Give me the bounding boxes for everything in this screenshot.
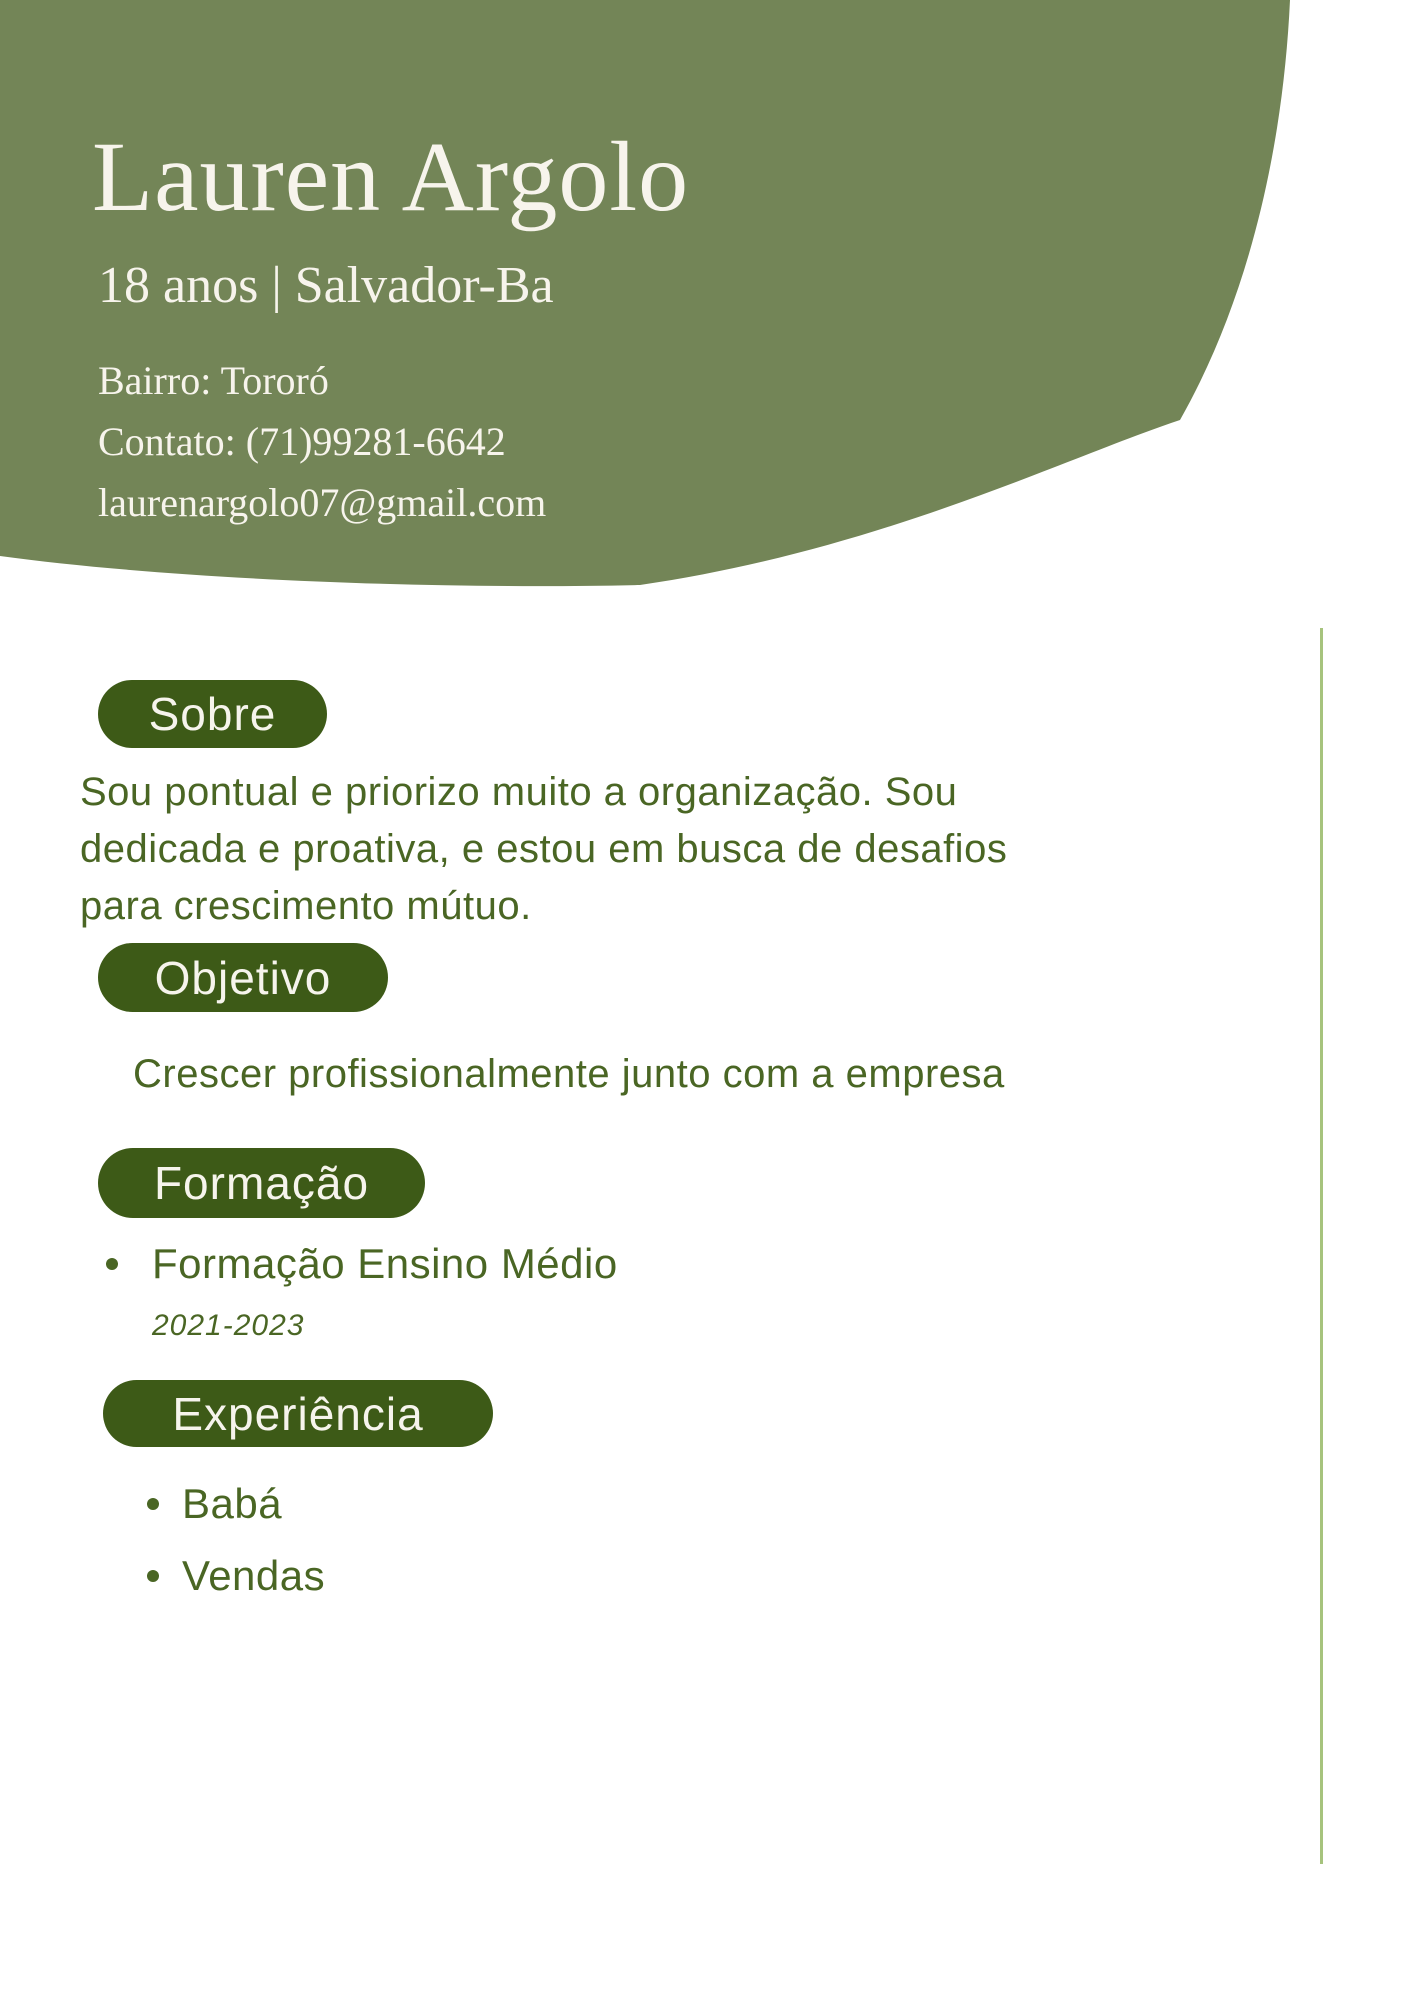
section-badge-sobre-label: Sobre (148, 688, 277, 740)
section-badge-formacao-label: Formação (153, 1157, 370, 1209)
section-badge-experiencia (103, 1380, 493, 1447)
section-badge-experiencia-label: Experiência (172, 1387, 424, 1440)
sobre-paragraph: Sou pontual e priorizo muito a organização. Sou dedicada e proativa, e estou em busca de desafios para crescimento mútuo. (80, 770, 1008, 928)
experiencia-list-item (147, 1552, 325, 1600)
person-name: Lauren Argolo (92, 121, 690, 232)
contact-neighborhood: Bairro: Tororó (98, 358, 329, 403)
contact-phone: Contato: (71)99281-6642 (98, 419, 506, 464)
contact-email: laurenargolo07@gmail.com (98, 480, 547, 525)
formacao-item-title: Formação Ensino Médio (152, 1240, 618, 1287)
section-badge-sobre (98, 680, 327, 748)
bullet-icon (106, 1258, 118, 1270)
section-badge-formacao (98, 1148, 425, 1218)
contact-block (98, 350, 546, 533)
vertical-divider-line (1320, 628, 1323, 1864)
bullet-icon (147, 1570, 159, 1582)
experiencia-list-item (147, 1480, 282, 1528)
age-location-subtitle: 18 anos | Salvador-Ba (98, 257, 554, 314)
bullet-icon (147, 1498, 159, 1510)
formacao-list-item (106, 1240, 618, 1288)
experiencia-item-label: Babá (182, 1480, 283, 1527)
section-badge-objetivo (98, 943, 388, 1012)
experiencia-item-label: Vendas (182, 1552, 326, 1599)
section-badge-objetivo-label: Objetivo (154, 951, 332, 1004)
formacao-item-period: 2021-2023 (152, 1309, 305, 1342)
objetivo-paragraph: Crescer profissionalmente junto com a empresa (133, 1052, 1005, 1096)
